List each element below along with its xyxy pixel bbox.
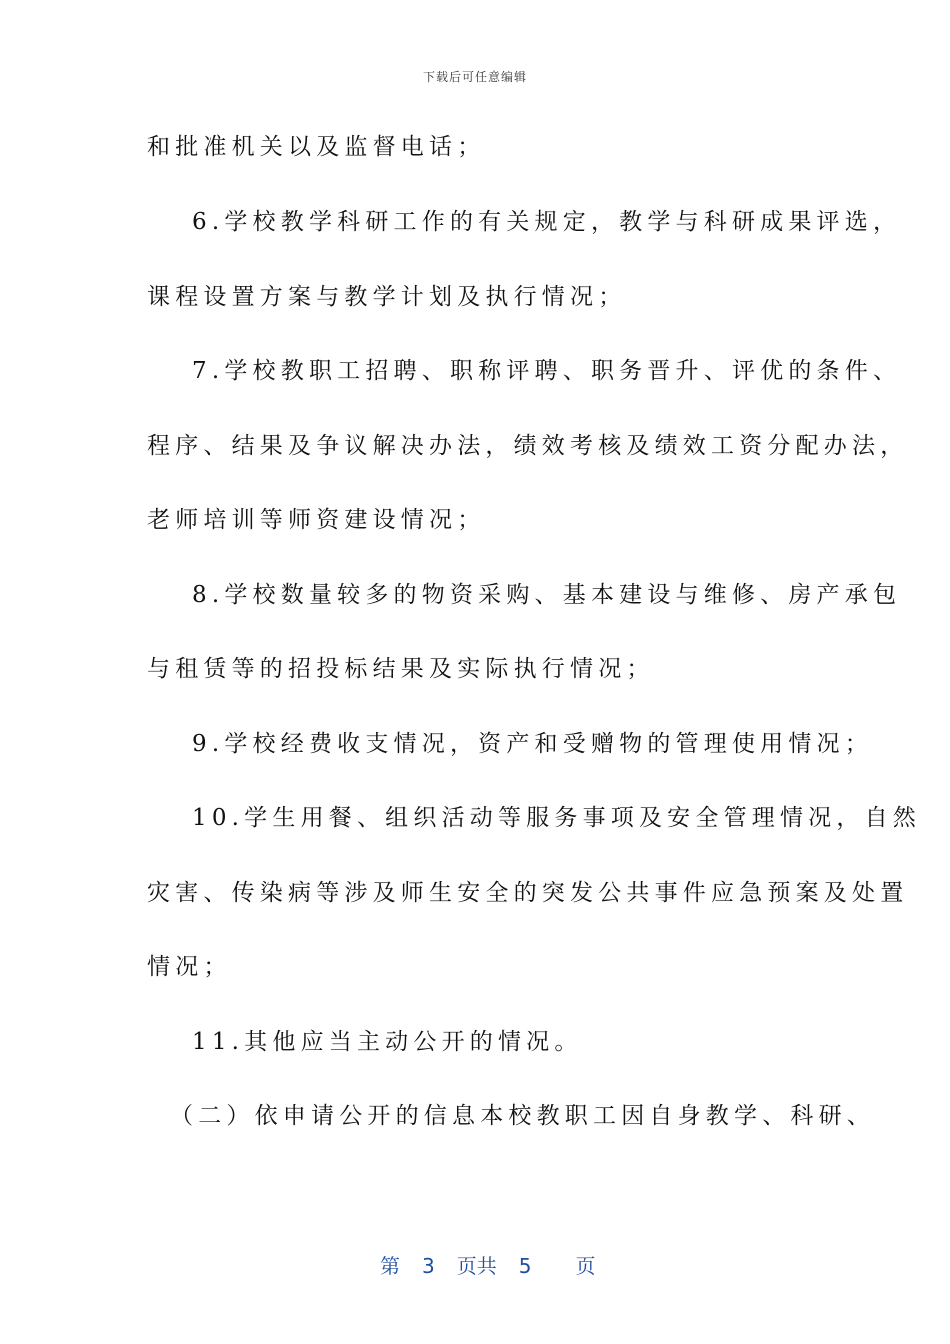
- footer-prefix: 第: [379, 1254, 400, 1278]
- current-page-number: 3: [421, 1254, 435, 1278]
- body-line: 和批准机关以及监督电话；: [147, 134, 486, 160]
- body-line: 7.学校教职工招聘、职称评聘、职务晋升、评优的条件、: [192, 358, 902, 384]
- body-line: 8.学校数量较多的物资采购、基本建设与维修、房产承包: [192, 582, 902, 608]
- header-note: 下载后可任意编辑: [422, 70, 527, 84]
- body-line: 情况；: [147, 954, 232, 980]
- footer-middle: 页共: [456, 1254, 497, 1278]
- body-line: 11.其他应当主动公开的情况。: [192, 1029, 583, 1055]
- body-line: 10.学生用餐、组织活动等服务事项及安全管理情况，自然: [192, 805, 921, 831]
- body-line: 与租赁等的招投标结果及实际执行情况；: [147, 656, 655, 682]
- total-pages-number: 5: [518, 1254, 532, 1278]
- footer-suffix: 页: [575, 1254, 596, 1278]
- body-line: （二）依申请公开的信息本校教职工因自身教学、科研、: [170, 1103, 875, 1129]
- body-line: 6.学校教学科研工作的有关规定，教学与科研成果评选，: [192, 209, 902, 235]
- body-line: 程序、结果及争议解决办法，绩效考核及绩效工资分配办法，: [147, 433, 909, 459]
- body-line: 课程设置方案与教学计划及执行情况；: [147, 284, 627, 310]
- body-line: 老师培训等师资建设情况；: [147, 507, 486, 533]
- page-number-footer: [0, 1226, 950, 1303]
- body-line: 9.学校经费收支情况，资产和受赠物的管理使用情况；: [192, 731, 873, 757]
- body-line: 灾害、传染病等涉及师生安全的突发公共事件应急预案及处置: [147, 880, 909, 906]
